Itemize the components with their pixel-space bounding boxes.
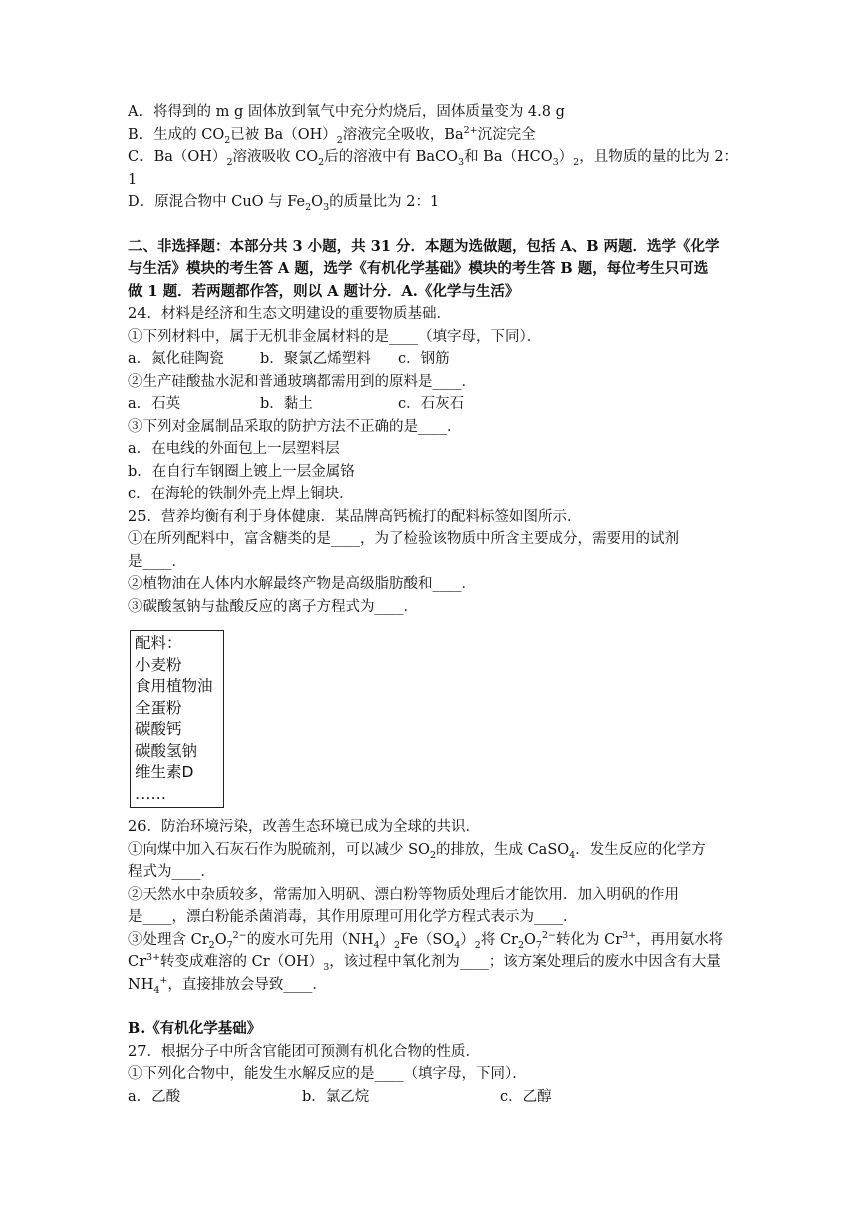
- q24-part3: ③下列对金属制品采取的防护方法不正确的是____．: [128, 418, 462, 435]
- q23-option-c: C．$Ba(OH)_2$溶液吸收 $CO_2$后的溶液中有 BaCO$_3$和 $Ba(HCO_3)_2$，且物质的量的比为 2：: [128, 149, 739, 168]
- q24-part1: ①下列材料中，属于无机非金属材料的是____（填字母，下同）．: [128, 328, 542, 345]
- q24-p3-option-c: c．在海轮的铁制外壳上焊上铜块．: [128, 486, 354, 502]
- q26-part2: ②天然水中杂质较多，常需加入明矾、漂白粉等物质处理后才能饮用．加入明矾的作用: [128, 886, 679, 903]
- q25-stem: 25．营养均衡有利于身体健康．某品牌高钙梳打的配料标签如图所示．: [128, 508, 582, 525]
- label-line: 维生素D: [135, 763, 194, 781]
- label-line: 配料：: [135, 634, 182, 652]
- label-line: 小麦粉: [135, 655, 182, 674]
- q27-part1-options: [128, 1086, 738, 1109]
- q26-part3-line2: $Cr^{3+}$转变成难溶的 $Cr(OH)_3$，该过程中氧化剂为____；该方案处理后的废水中因含有大量: [128, 952, 721, 973]
- q26-part1-cont: 程式为____．: [128, 864, 215, 880]
- q24-stem: 24．材料是经济和生态文明建设的重要物质基础．: [128, 306, 451, 322]
- section-b-title: B.《有机化学基础》: [128, 1020, 262, 1037]
- q25-part2: ②植物油在人体内水解最终产物是高级脂肪酸和____．: [128, 576, 476, 592]
- q24-p1-option-b: b．聚氯乙烯塑料: [260, 351, 371, 367]
- q24-p2-option-c: c．石灰石: [398, 396, 465, 412]
- q24-p2-option-b: b．黏土: [260, 396, 313, 412]
- q26-part2-cont: 是____，漂白粉能杀菌消毒，其作用原理可用化学方程式表示为____．: [128, 909, 578, 925]
- q27-p1-option-c: c．乙醇: [500, 1088, 552, 1105]
- q24-p1-option-a: a．氮化硅陶瓷: [128, 351, 224, 367]
- q27-p1-option-a: a．乙酸: [128, 1088, 181, 1105]
- label-line: 全蛋粉: [135, 698, 182, 717]
- ingredient-label-figure: [130, 630, 224, 808]
- q27-part1: ①下列化合物中，能发生水解反应的是____（填字母，下同）．: [128, 1066, 527, 1082]
- q26-stem: 26．防治环境污染，改善生态环境已成为全球的共识．: [128, 819, 480, 835]
- q24-p3-option-b: b．在自行车钢圈上镀上一层金属铬: [128, 463, 355, 480]
- q24-p1-option-c: c．钢筋: [398, 351, 450, 367]
- q24-part2-options: [128, 393, 738, 416]
- q24-part2: ②生产硅酸盐水泥和普通玻璃都需用到的原料是____．: [128, 373, 476, 390]
- q23-option-c-cont: 1: [128, 171, 138, 188]
- q25-part3: ③碳酸氢钠与盐酸反应的离子方程式为____．: [128, 598, 418, 615]
- q26-part3: ③处理含 $Cr_2O_7^{2-}$的废水可先用$(NH_4)_2Fe(SO_4)_2$将 $Cr_2O_7^{2-}$转化为 $Cr^{3+}$，再用氨水将: [128, 929, 724, 951]
- q25-part1-cont: 是____．: [128, 553, 186, 570]
- section2-heading-3: 做 1 题．若两题都作答，则以 A 题计分．A.《化学与生活》: [128, 282, 520, 300]
- section2-heading-2: 与生活》模块的考生答 A 题，选学《有机化学基础》模块的考生答 B 题，每位考生只可选: [128, 260, 709, 277]
- q24-p3-option-a: a．在电线的外面包上一层塑料层: [128, 441, 340, 457]
- q26-part3-line3: $NH_4^+$，直接排放会导致____．: [128, 974, 327, 996]
- q24-part1-options: [128, 348, 738, 371]
- q27-stem: 27．根据分子中所含官能团可预测有机化合物的性质．: [128, 1043, 480, 1060]
- label-line: 食用植物油: [135, 677, 213, 695]
- q23-option-a: A．将得到的 m g 固体放到氧气中充分灼烧后，固体质量变为 4.8 g: [128, 104, 565, 120]
- q23-option-b: B．生成的 $CO_2$已被 $Ba(OH)_2$溶液完全吸收，$Ba^{2+}$沉淀完全: [128, 124, 536, 146]
- q25-part1: ①在所列配料中，富含糖类的是____，为了检验该物质中所含主要成分，需要用的试剂: [128, 531, 679, 547]
- exam-page: [128, 101, 738, 1108]
- q26-part1: ①向煤中加入石灰石作为脱硫剂，可以减少 $SO_2$的排放，生成 CaSO$_4$．发生反应的化学方: [128, 841, 706, 861]
- label-line: 碳酸钙: [135, 720, 182, 738]
- q24-p2-option-a: a．石英: [128, 396, 181, 412]
- label-line: 碳酸氢钠: [135, 741, 198, 760]
- q23-option-d: D．原混合物中 CuO 与 $Fe_2O_3$的质量比为 2：1: [128, 194, 440, 213]
- section2-heading-1: 二、非选择题：本部分共 3 小题，共 31 分．本题为选做题，包括 A、B 两题．选学《化学: [128, 237, 720, 255]
- label-line: ……: [135, 784, 166, 803]
- q27-p1-option-b: b．氯乙烷: [302, 1088, 370, 1105]
